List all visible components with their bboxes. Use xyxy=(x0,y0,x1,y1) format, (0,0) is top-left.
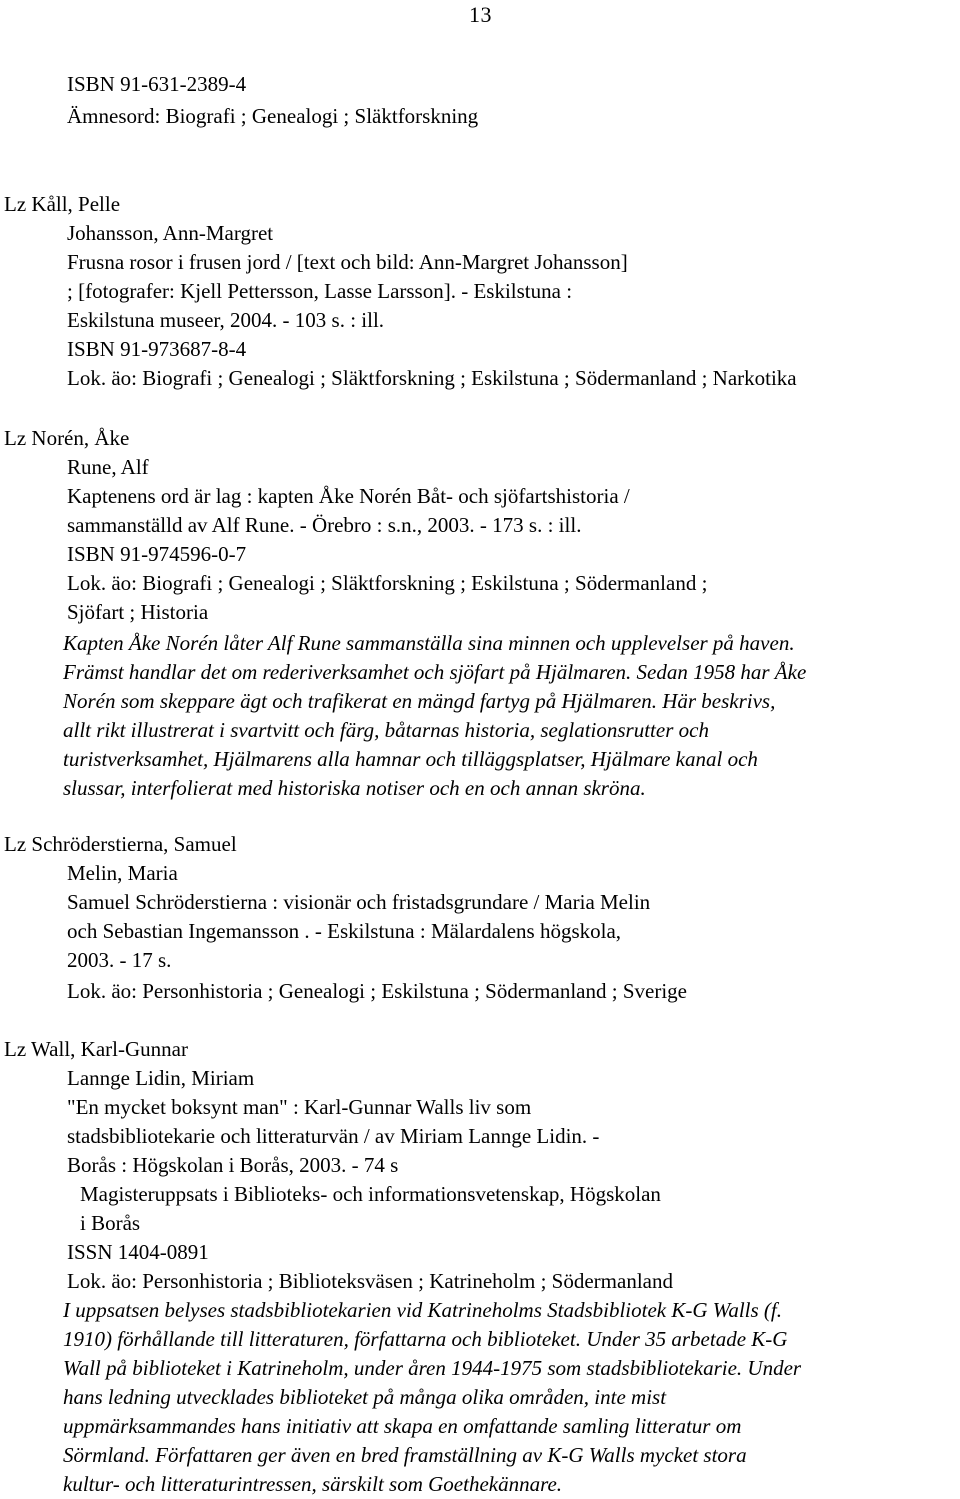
title-line: "En mycket boksynt man" : Karl-Gunnar Walls liv som xyxy=(67,1095,532,1119)
abstract-line: slussar, interfolierat med historiska notiser och en och annan skröna. xyxy=(63,776,646,800)
entry-heading: Lz Wall, Karl-Gunnar xyxy=(4,1037,188,1061)
note-line: i Borås xyxy=(80,1211,141,1235)
issn-line: ISSN 1404-0891 xyxy=(67,1240,209,1264)
abstract-line: Norén som skeppare ägt och trafikerat en mängd fartyg på Hjälmaren. Här beskrivs, xyxy=(63,689,776,713)
abstract-line: hans ledning utvecklades biblioteket på många olika områden, inte mist xyxy=(63,1385,667,1409)
publication-line: Eskilstuna museer, 2004. - 103 s. : ill. xyxy=(67,308,385,332)
title-line: Kaptenens ord är lag : kapten Åke Norén Båt- och sjöfartshistoria / xyxy=(67,484,630,508)
entry-heading: Lz Kåll, Pelle xyxy=(4,192,121,216)
title-line: Frusna rosor i frusen jord / [text och bild: Ann-Margret Johansson] xyxy=(67,250,628,274)
subject-line: Lok. äo: Biografi ; Genealogi ; Släktforskning ; Eskilstuna ; Södermanland ; Narkotika xyxy=(67,366,797,390)
publication-line: Borås : Högskolan i Borås, 2003. - 74 s xyxy=(67,1153,399,1177)
abstract-line: allt rikt illustrerat i svartvitt och färg, båtarnas historia, seglationsrutter och xyxy=(63,718,709,742)
abstract-line: turistverksamhet, Hjälmarens alla hamnar och tilläggsplatser, Hjälmare kanal och xyxy=(63,747,758,771)
subject-line: Lok. äo: Personhistoria ; Biblioteksväsen ; Katrineholm ; Södermanland xyxy=(67,1269,673,1293)
entry-heading: Lz Schröderstierna, Samuel xyxy=(4,832,237,856)
author-line: Melin, Maria xyxy=(67,861,178,885)
subject-line: Ämnesord: Biografi ; Genealogi ; Släktforskning xyxy=(67,104,479,128)
subject-line: Sjöfart ; Historia xyxy=(67,600,209,624)
abstract-line: Sörmland. Författaren ger även en bred framställning av K-G Walls mycket stora xyxy=(63,1443,747,1467)
subject-line: Lok. äo: Biografi ; Genealogi ; Släktforskning ; Eskilstuna ; Södermanland ; xyxy=(67,571,708,595)
abstract-line: uppmärksammandes hans initiativ att skapa en omfattande samling litteratur om xyxy=(63,1414,742,1438)
abstract-line: Främst handlar det om rederiverksamhet och sjöfart på Hjälmaren. Sedan 1958 har Åke xyxy=(63,660,807,684)
abstract-line: 1910) förhållande till litteraturen, författarna och biblioteket. Under 35 arbetade K-G xyxy=(63,1327,788,1351)
title-line: ; [fotografer: Kjell Pettersson, Lasse Larsson]. - Eskilstuna : xyxy=(67,279,573,303)
publication-line: sammanställd av Alf Rune. - Örebro : s.n., 2003. - 173 s. : ill. xyxy=(67,513,582,537)
publication-line: och Sebastian Ingemansson . - Eskilstuna : Mälardalens högskola, xyxy=(67,919,622,943)
entry-heading: Lz Norén, Åke xyxy=(4,426,130,450)
abstract-line: Kapten Åke Norén låter Alf Rune sammanställa sina minnen och upplevelser på haven. xyxy=(63,631,795,655)
abstract-line: I uppsatsen belyses stadsbibliotekarien vid Katrineholms Stadsbibliotek K-G Walls (f. xyxy=(63,1298,783,1322)
title-line: stadsbibliotekarie och litteraturvän / av Miriam Lannge Lidin. - xyxy=(67,1124,600,1148)
author-line: Johansson, Ann-Margret xyxy=(67,221,274,245)
isbn-line: ISBN 91-631-2389-4 xyxy=(67,72,247,96)
subject-line: Lok. äo: Personhistoria ; Genealogi ; Eskilstuna ; Södermanland ; Sverige xyxy=(67,979,687,1003)
page-number: 13 xyxy=(469,2,492,27)
title-line: Samuel Schröderstierna : visionär och fristadsgrundare / Maria Melin xyxy=(67,890,651,914)
author-line: Lannge Lidin, Miriam xyxy=(67,1066,255,1090)
isbn-line: ISBN 91-973687-8-4 xyxy=(67,337,247,361)
abstract-line: Wall på biblioteket i Katrineholm, under åren 1944-1975 som stadsbibliotekarie. Under xyxy=(63,1356,802,1380)
publication-line: 2003. - 17 s. xyxy=(67,948,172,972)
author-line: Rune, Alf xyxy=(67,455,149,479)
isbn-line: ISBN 91-974596-0-7 xyxy=(67,542,247,566)
abstract-line: kultur- och litteraturintressen, särskilt som Goethekännare. xyxy=(63,1472,563,1496)
note-line: Magisteruppsats i Biblioteks- och informationsvetenskap, Högskolan xyxy=(80,1182,661,1206)
